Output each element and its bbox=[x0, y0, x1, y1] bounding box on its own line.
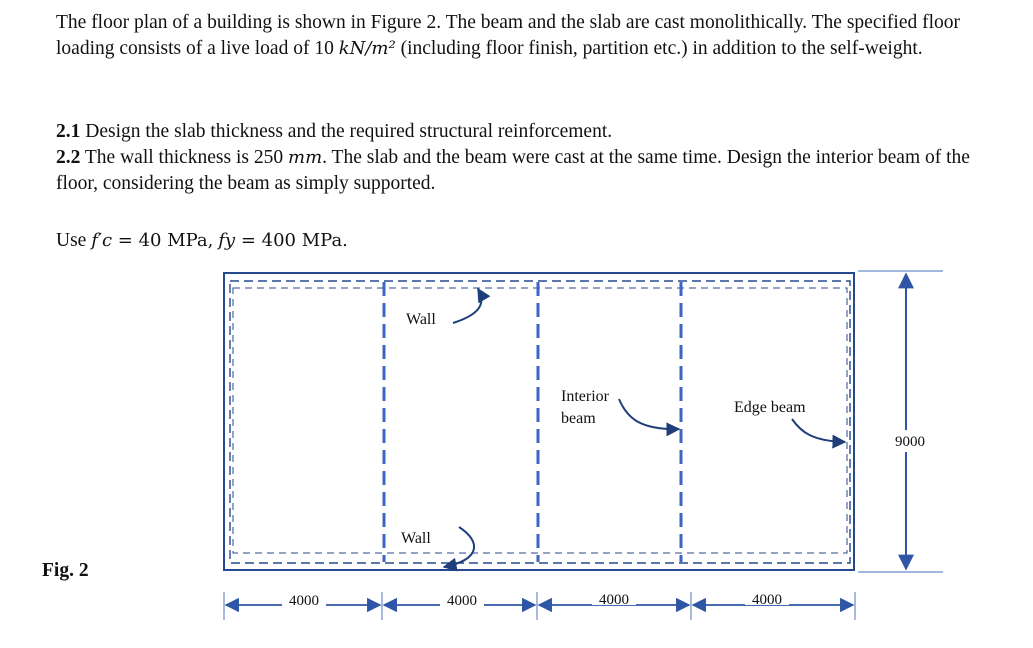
wall-thickness-unit: mm bbox=[288, 147, 323, 168]
interior-beam-label-line-1: Interior bbox=[561, 388, 609, 405]
question-2-2-number: 2.2 bbox=[56, 147, 81, 168]
fy-value: = 400 MPa. bbox=[235, 230, 348, 251]
question-2-2-text-a: The wall thickness is 250 bbox=[80, 147, 288, 168]
intro-text-a: The floor plan of a building is shown in Figure 2. The beam and the slab are cast monolithically. The specified floor loading consists of a live load of 10 bbox=[56, 12, 960, 59]
live-load-unit: kN/m² bbox=[338, 38, 396, 59]
edge-beam-label: Edge beam bbox=[734, 399, 806, 416]
wall-bottom-arrow-icon bbox=[444, 527, 474, 567]
span-label-3: 4000 bbox=[599, 592, 629, 608]
span-dimensions bbox=[224, 589, 855, 620]
question-2-2-text-b: . The slab and the beam were cast at the same time. Design the interior beam of the floor, considering the beam as simply supported. bbox=[56, 147, 970, 194]
wall-label-top: Wall bbox=[406, 311, 436, 328]
fy-symbol: fy bbox=[218, 230, 236, 251]
height-dimension-label: 9000 bbox=[895, 434, 925, 450]
wall-label-bottom: Wall bbox=[401, 530, 431, 547]
interior-beam-arrow-icon bbox=[619, 399, 679, 429]
edge-beam-dashed-inner bbox=[233, 288, 847, 553]
span-label-1: 4000 bbox=[289, 593, 319, 609]
span-label-2: 4000 bbox=[447, 593, 477, 609]
edge-beam-arrow-icon bbox=[792, 419, 845, 442]
figure-label: Fig. 2 bbox=[42, 560, 89, 581]
question-2-1-text: Design the slab thickness and the required structural reinforcement. bbox=[80, 121, 613, 142]
fc-value: = 40 MPa, bbox=[112, 230, 214, 251]
fc-symbol: f′c bbox=[91, 230, 113, 251]
edge-beam-dashed-outer bbox=[230, 281, 850, 563]
question-2-1-number: 2.1 bbox=[56, 121, 81, 142]
interior-beam-label-line-2: beam bbox=[561, 410, 596, 427]
wall-top-arrow-icon bbox=[453, 289, 481, 323]
intro-text-b: (including floor finish, partition etc.) in addition to the self-weight. bbox=[395, 38, 923, 59]
span-label-4: 4000 bbox=[752, 592, 782, 608]
material-prefix: Use bbox=[56, 230, 92, 251]
